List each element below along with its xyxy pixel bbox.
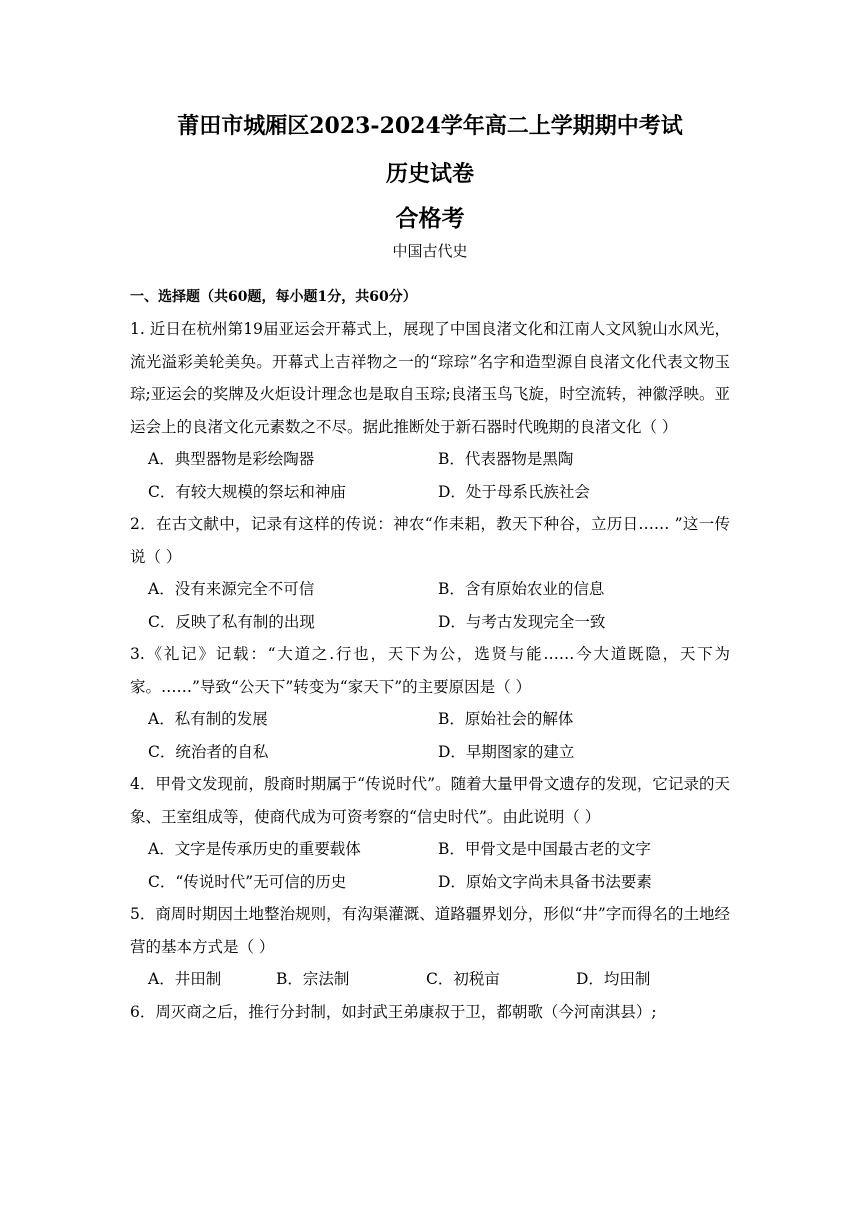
option-a: A．文字是传承历史的重要载体	[148, 840, 361, 858]
question-5	[130, 898, 730, 996]
question-stem: 2．在古文献中，记录有这样的传说：神农“作耒耜，教天下种谷，立历日…… ”这一传说（ ）	[130, 515, 730, 566]
question-2	[130, 508, 730, 638]
exam-title: 莆田市城厢区2023-2024学年高二上学期期中考试	[177, 113, 683, 139]
question-stem: 3.《礼记》记载：“大道之.行也，天下为公，选贤与能……今大道既隐，天下为家。……”导致“公天下”转变为“家天下”的主要原因是（ ）	[130, 645, 730, 696]
option-d: D．与考古发现完全一致	[438, 612, 606, 631]
question-3	[130, 638, 730, 768]
question-stem: 1. 近日在杭州第19届亚运会开幕式上，展现了中国良渚文化和江南人文风貌山水风光，流光溢彩美轮美奂。开幕式上吉祥物之一的“琮琮”名字和造型源自良渚文化代表文物玉琮;亚运会的奖牌及火炬设计理念也是取自玉琮;良渚玉鸟飞旋，时空流转，神徽浮映。亚运会上的良渚文化元素数之不尽。据此推断处于新石器时代晚期的良渚文化（ ）	[130, 320, 730, 436]
question-list	[130, 287, 730, 1028]
question-4	[130, 768, 730, 898]
option-b: B．甲骨文是中国最古老的文字	[438, 840, 651, 858]
option-b: B．代表器物是黑陶	[438, 450, 574, 468]
option-d: D．早期图家的建立	[438, 742, 575, 761]
question-stem: 4．甲骨文发现前，殷商时期属于“传说时代”。随着大量甲骨文遗存的发现，它记录的天象、王室组成等，使商代成为可资考察的“信史时代”。由此说明（ ）	[130, 775, 730, 826]
option-c: C．初税亩	[426, 970, 500, 988]
option-c: C．反映了私有制的出现	[148, 612, 315, 631]
option-grid	[130, 443, 730, 508]
option-grid	[130, 573, 730, 638]
option-b: B．原始社会的解体	[438, 710, 574, 728]
subject-title: 历史试卷	[385, 161, 474, 187]
option-d: D．均田制	[576, 970, 651, 988]
option-d: D．原始文字尚未具备书法要素	[438, 872, 652, 891]
option-a: A．井田制	[148, 970, 222, 988]
option-c: C．统治者的自私	[148, 742, 269, 761]
option-a: A．私有制的发展	[148, 710, 268, 728]
option-row	[130, 963, 730, 996]
option-b: B．宗法制	[276, 970, 350, 988]
question-6	[130, 996, 730, 1029]
option-a: A．典型器物是彩绘陶器	[148, 450, 315, 468]
section-heading: 一、选择题（共60题，每小题1分，共60分）	[130, 289, 417, 305]
option-grid	[130, 703, 730, 768]
question-stem: 6．周灭商之后，推行分封制，如封武王弟康叔于卫，都朝歌（今河南淇县）;	[130, 1002, 657, 1021]
question-stem: 5．商周时期因土地整治规则，有沟渠灌溉、道路疆界划分，形似“井”字而得名的土地经营的基本方式是（ ）	[130, 905, 730, 956]
option-c: C．“传说时代”无可信的历史	[148, 872, 347, 891]
option-b: B．含有原始农业的信息	[438, 580, 605, 598]
option-a: A．没有来源完全不可信	[148, 580, 315, 598]
option-c: C．有较大规模的祭坛和神庙	[148, 482, 346, 501]
scope-subtitle: 中国古代史	[392, 242, 468, 260]
option-d: D．处于母系氏族社会	[438, 482, 590, 501]
exam-type-title: 合格考	[395, 205, 465, 232]
option-grid	[130, 833, 730, 898]
question-1	[130, 313, 730, 508]
